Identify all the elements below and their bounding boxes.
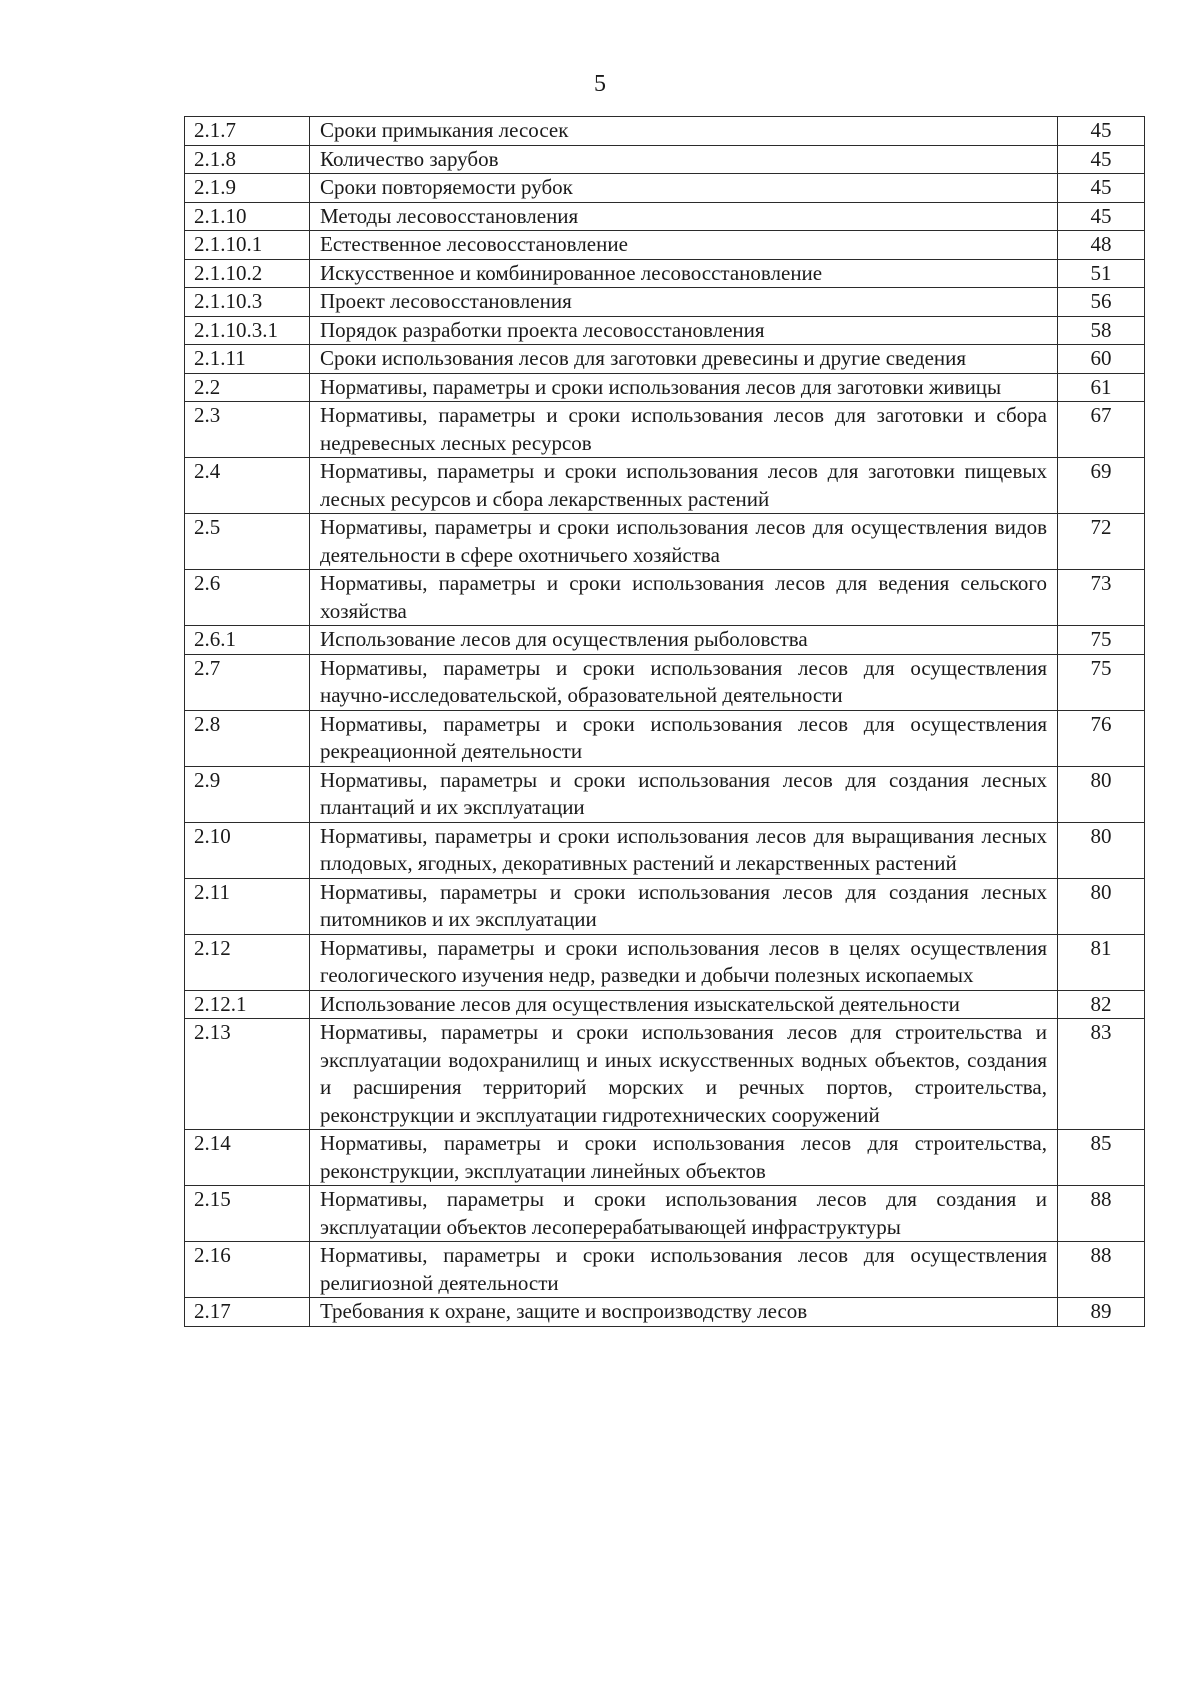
toc-row: [185, 1242, 1145, 1298]
section-title: Нормативы, параметры и сроки использования лесов для строительства и эксплуатации водохранилищ и иных искусственных водных объектов, создания и расширения территорий морских и речных портов, строительства, реконструкции и эксплуатации гидротехнических сооружений: [310, 1019, 1058, 1130]
section-number: 2.1.10.2: [185, 259, 310, 288]
section-number: 2.8: [185, 710, 310, 766]
section-title: Нормативы, параметры и сроки использования лесов для создания и эксплуатации объектов лесоперерабатывающей инфраструктуры: [310, 1186, 1058, 1242]
section-number: 2.6: [185, 570, 310, 626]
toc-row: [185, 145, 1145, 174]
section-page: 88: [1058, 1186, 1145, 1242]
section-page: 72: [1058, 514, 1145, 570]
section-title: Порядок разработки проекта лесовосстановления: [310, 316, 1058, 345]
toc-row: [185, 174, 1145, 203]
toc-row: [185, 1019, 1145, 1130]
section-number: 2.16: [185, 1242, 310, 1298]
section-page: 45: [1058, 202, 1145, 231]
toc-row: [185, 345, 1145, 374]
section-title: Методы лесовосстановления: [310, 202, 1058, 231]
toc-row: [185, 231, 1145, 260]
section-page: 56: [1058, 288, 1145, 317]
section-number: 2.1.10.1: [185, 231, 310, 260]
section-page: 61: [1058, 373, 1145, 402]
section-page: 75: [1058, 626, 1145, 655]
toc-row: [185, 654, 1145, 710]
toc-body: [185, 117, 1145, 1327]
section-title: Нормативы, параметры и сроки использования лесов для осуществления видов деятельности в сфере охотничьего хозяйства: [310, 514, 1058, 570]
toc-row: [185, 710, 1145, 766]
section-page: 45: [1058, 145, 1145, 174]
section-title: Нормативы, параметры и сроки использования лесов для осуществления религиозной деятельности: [310, 1242, 1058, 1298]
toc-row: [185, 458, 1145, 514]
section-page: 85: [1058, 1130, 1145, 1186]
section-number: 2.6.1: [185, 626, 310, 655]
section-page: 82: [1058, 990, 1145, 1019]
page-number: 5: [594, 71, 606, 97]
section-title: Сроки примыкания лесосек: [310, 117, 1058, 146]
section-title: Нормативы, параметры и сроки использования лесов для осуществления рекреационной деятельности: [310, 710, 1058, 766]
section-number: 2.1.10.3.1: [185, 316, 310, 345]
section-page: 75: [1058, 654, 1145, 710]
toc-row: [185, 990, 1145, 1019]
section-page: 80: [1058, 766, 1145, 822]
toc-row: [185, 878, 1145, 934]
section-number: 2.5: [185, 514, 310, 570]
section-title: Нормативы, параметры и сроки использования лесов для заготовки живицы: [310, 373, 1058, 402]
section-title: Сроки повторяемости рубок: [310, 174, 1058, 203]
section-number: 2.2: [185, 373, 310, 402]
toc-row: [185, 1186, 1145, 1242]
section-page: 73: [1058, 570, 1145, 626]
toc-row: [185, 402, 1145, 458]
section-number: 2.1.10.3: [185, 288, 310, 317]
section-page: 51: [1058, 259, 1145, 288]
section-title: Естественное лесовосстановление: [310, 231, 1058, 260]
toc-row: [185, 202, 1145, 231]
section-number: 2.11: [185, 878, 310, 934]
section-title: Нормативы, параметры и сроки использования лесов для ведения сельского хозяйства: [310, 570, 1058, 626]
section-number: 2.9: [185, 766, 310, 822]
section-number: 2.12.1: [185, 990, 310, 1019]
section-number: 2.1.8: [185, 145, 310, 174]
toc-row: [185, 514, 1145, 570]
section-page: 89: [1058, 1298, 1145, 1327]
toc-row: [185, 1298, 1145, 1327]
section-page: 80: [1058, 878, 1145, 934]
section-title: Требования к охране, защите и воспроизводству лесов: [310, 1298, 1058, 1327]
section-title: Использование лесов для осуществления рыболовства: [310, 626, 1058, 655]
toc-row: [185, 288, 1145, 317]
section-title: Нормативы, параметры и сроки использования лесов для заготовки пищевых лесных ресурсов и сбора лекарственных растений: [310, 458, 1058, 514]
section-page: 88: [1058, 1242, 1145, 1298]
section-number: 2.1.11: [185, 345, 310, 374]
toc-row: [185, 570, 1145, 626]
section-title: Нормативы, параметры и сроки использования лесов для выращивания лесных плодовых, ягодных, декоративных растений и лекарственных растений: [310, 822, 1058, 878]
section-page: 83: [1058, 1019, 1145, 1130]
section-title: Нормативы, параметры и сроки использования лесов для создания лесных плантаций и их эксплуатации: [310, 766, 1058, 822]
section-number: 2.10: [185, 822, 310, 878]
section-number: 2.3: [185, 402, 310, 458]
section-page: 45: [1058, 174, 1145, 203]
toc-row: [185, 373, 1145, 402]
toc-row: [185, 626, 1145, 655]
section-number: 2.7: [185, 654, 310, 710]
section-number: 2.1.9: [185, 174, 310, 203]
section-number: 2.4: [185, 458, 310, 514]
section-number: 2.13: [185, 1019, 310, 1130]
section-number: 2.15: [185, 1186, 310, 1242]
toc-row: [185, 822, 1145, 878]
section-title: Нормативы, параметры и сроки использования лесов для заготовки и сбора недревесных лесных ресурсов: [310, 402, 1058, 458]
section-title: Сроки использования лесов для заготовки древесины и другие сведения: [310, 345, 1058, 374]
toc-row: [185, 117, 1145, 146]
section-page: 67: [1058, 402, 1145, 458]
section-page: 80: [1058, 822, 1145, 878]
toc-row: [185, 1130, 1145, 1186]
section-number: 2.17: [185, 1298, 310, 1327]
toc-row: [185, 316, 1145, 345]
section-title: Использование лесов для осуществления изыскательской деятельности: [310, 990, 1058, 1019]
section-title: Количество зарубов: [310, 145, 1058, 174]
section-number: 2.12: [185, 934, 310, 990]
section-page: 48: [1058, 231, 1145, 260]
section-title: Нормативы, параметры и сроки использования лесов в целях осуществления геологического изучения недр, разведки и добычи полезных ископаемых: [310, 934, 1058, 990]
section-title: Нормативы, параметры и сроки использования лесов для создания лесных питомников и их эксплуатации: [310, 878, 1058, 934]
section-page: 45: [1058, 117, 1145, 146]
section-title: Проект лесовосстановления: [310, 288, 1058, 317]
section-page: 81: [1058, 934, 1145, 990]
section-title: Искусственное и комбинированное лесовосстановление: [310, 259, 1058, 288]
toc-row: [185, 766, 1145, 822]
toc-table: [184, 116, 1145, 1327]
section-page: 76: [1058, 710, 1145, 766]
toc-row: [185, 259, 1145, 288]
section-number: 2.14: [185, 1130, 310, 1186]
section-page: 60: [1058, 345, 1145, 374]
section-title: Нормативы, параметры и сроки использования лесов для осуществления научно-исследовательской, образовательной деятельности: [310, 654, 1058, 710]
section-number: 2.1.10: [185, 202, 310, 231]
section-page: 69: [1058, 458, 1145, 514]
section-page: 58: [1058, 316, 1145, 345]
toc-row: [185, 934, 1145, 990]
section-number: 2.1.7: [185, 117, 310, 146]
section-title: Нормативы, параметры и сроки использования лесов для строительства, реконструкции, эксплуатации линейных объектов: [310, 1130, 1058, 1186]
